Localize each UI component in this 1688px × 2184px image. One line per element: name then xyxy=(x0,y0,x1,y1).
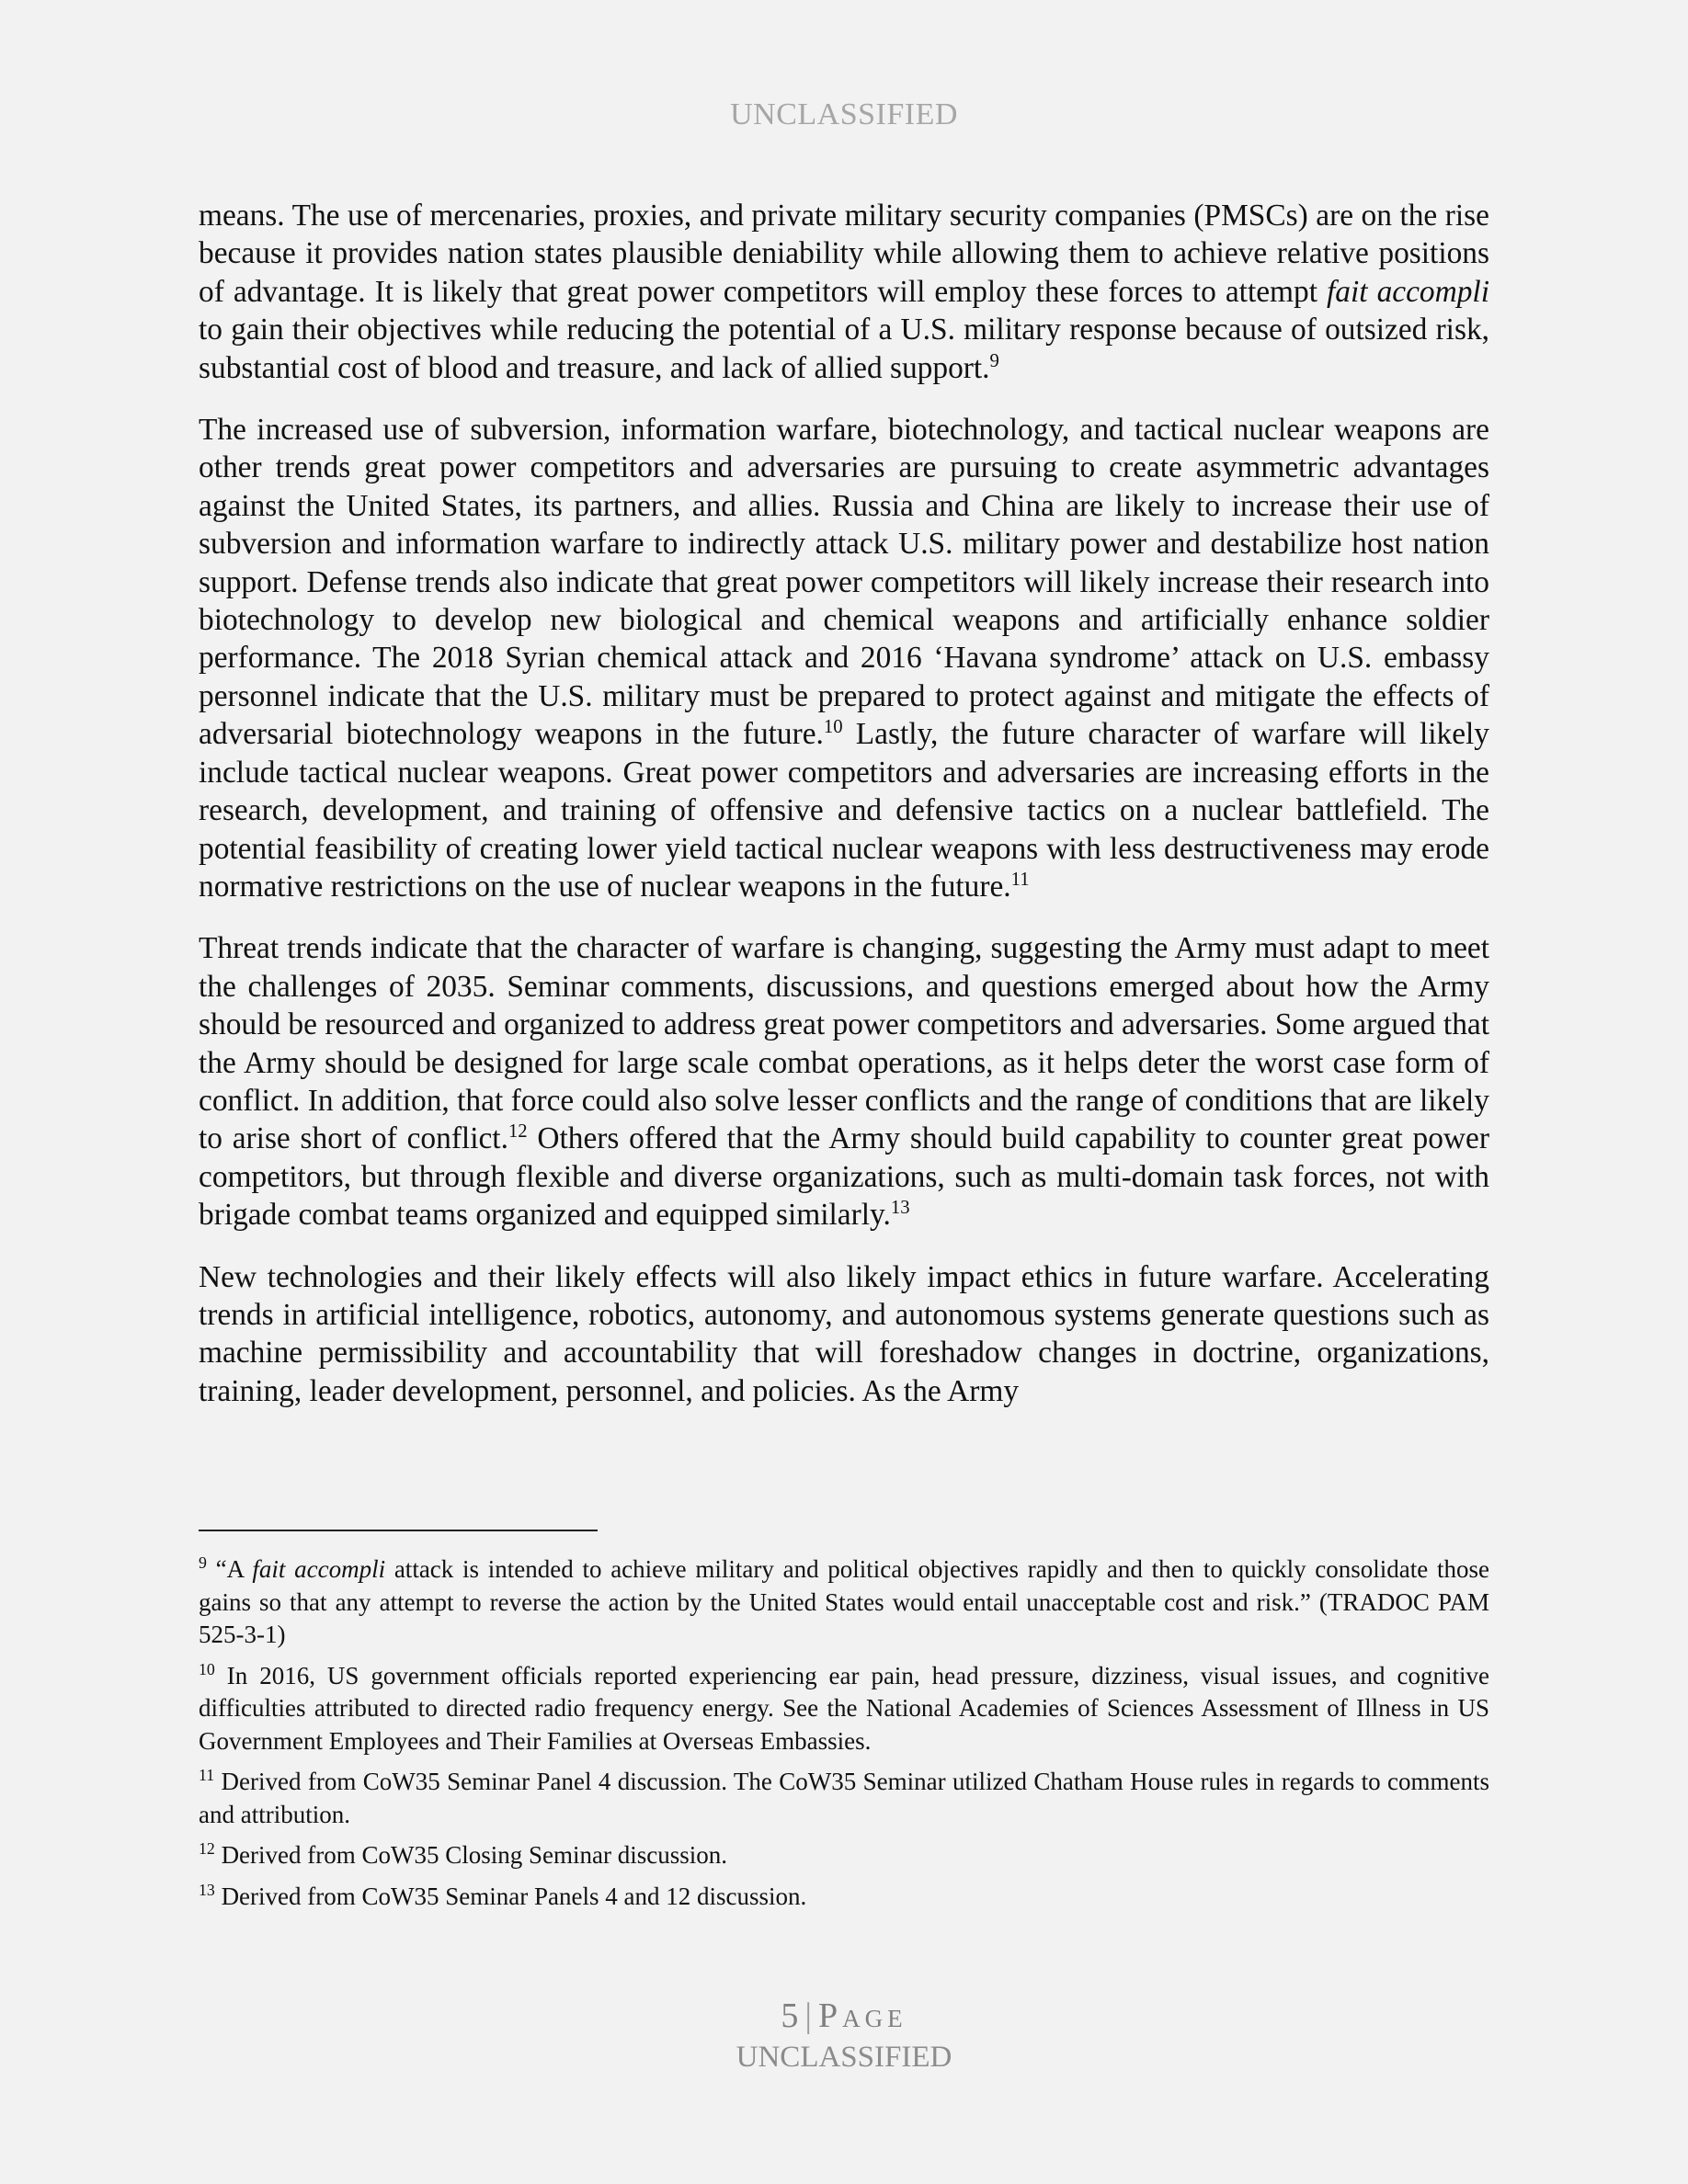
footnote-ref: 13 xyxy=(890,1198,910,1219)
text-run: means. The use of mercenaries, proxies, and private military security companies (PMSCs) are on the rise because it provides nation states plausible deniability while allowing them to achieve relative positions of advantage. It is likely that great power competitors will employ these forces to attempt xyxy=(199,199,1489,309)
footnote xyxy=(199,1660,1489,1758)
footnotes xyxy=(199,1553,1489,1921)
footnote-ref: 12 xyxy=(199,1839,215,1858)
paragraph xyxy=(199,1258,1489,1411)
paragraph xyxy=(199,411,1489,905)
text-run: New technologies and their likely effects will also likely impact ethics in future warfare. Accelerating trends in artificial intelligence, robotics, autonomy, and autonomous systems generate questions such as machine permissibility and accountability that will foreshadow changes in doctrine, organizations, training, leader development, personnel, and policies. As the Army xyxy=(199,1259,1489,1408)
text-run: Derived from CoW35 Seminar Panels 4 and 12 discussion. xyxy=(214,1882,807,1910)
italic-text: fait accompli xyxy=(1327,274,1489,309)
footnote xyxy=(199,1881,1489,1914)
footnote-ref: 11 xyxy=(1010,869,1030,890)
text-run: attack is intended to achieve military and political objectives rapidly and then to quickly consolidate those gains so that any attempt to reverse the action by the United States would entail unacceptable cost and risk.” (TRADOC PAM 525-3-1) xyxy=(199,1555,1489,1648)
header-classification: UNCLASSIFIED xyxy=(730,97,958,131)
page-number: 5 xyxy=(781,1996,800,2035)
footnote-ref: 12 xyxy=(508,1121,528,1143)
page-separator: | xyxy=(804,1996,813,2035)
text-run: The increased use of subversion, information warfare, biotechnology, and tactical nuclear weapons are other trends great power competitors and adversaries are pursuing to create asymmetric advantages against the United States, its partners, and allies. Russia and China are likely to increase their use of subversion and information warfare to indirectly attack U.S. military power and destabilize host nation support. Defense trends also indicate that great power competitors will likely increase their research into biotechnology to develop new biological and chemical weapons and artificially enhance soldier performance. The 2018 Syrian chemical attack and 2016 ‘Havana syndrome’ attack on U.S. embassy personnel indicate that the U.S. military must be prepared to protect against and mitigate the effects of adversarial biotechnology weapons in the future. xyxy=(199,413,1489,752)
text-run: In 2016, US government officials reported experiencing ear pain, head pressure, dizziness, visual issues, and cognitive difficulties attributed to directed radio frequency energy. See the National Academies of Sciences Assessment of Illness in US Government Employees and Their Families at Overseas Embassies. xyxy=(199,1661,1489,1755)
text-run: Derived from CoW35 Seminar Panel 4 discussion. The CoW35 Seminar utilized Chatham House rules in regards to comments and attribution. xyxy=(199,1768,1489,1828)
body-text xyxy=(199,197,1489,1434)
footnote-ref: 10 xyxy=(823,717,843,738)
italic-text: fait accompli xyxy=(252,1555,386,1583)
text-run: Lastly, the future character of warfare will likely include tactical nuclear weapons. Great power competitors and adversaries are increasing efforts in the research, development, and training of offensive and defensive tactics on a nuclear battlefield. The potential feasibility of creating lower yield tactical nuclear weapons with less destructiveness may erode normative restrictions on the use of nuclear weapons in the future. xyxy=(199,717,1489,904)
footnote-ref: 11 xyxy=(199,1766,215,1784)
paragraph xyxy=(199,929,1489,1234)
page-footer xyxy=(0,1995,1688,2077)
text-run: “A xyxy=(206,1555,253,1583)
footer-classification: UNCLASSIFIED xyxy=(736,2041,952,2074)
page-number-line xyxy=(0,1995,1688,2037)
text-run: Threat trends indicate that the character of warfare is changing, suggesting the Army must adapt to meet the challenges of 2035. Seminar comments, discussions, and questions emerged about how the Army should be resourced and organized to address great power competitors and adversaries. Some argued that the Army should be designed for large scale combat operations, as it helps deter the worst case form of conflict. In addition, that force could also solve lesser conflicts and the range of conditions that are likely to arise short of conflict. xyxy=(199,931,1489,1156)
page-label: Page xyxy=(817,1996,907,2035)
footnote xyxy=(199,1766,1489,1831)
footnote xyxy=(199,1839,1489,1872)
footnote-ref: 13 xyxy=(199,1880,215,1899)
footnote-divider xyxy=(199,1530,598,1531)
footnote xyxy=(199,1553,1489,1652)
paragraph xyxy=(199,197,1489,387)
text-run: Others offered that the Army should build capability to counter great power competitors, but through flexible and diverse organizations, such as multi-domain task forces, not with brigade combat teams organized and equipped similarly. xyxy=(199,1121,1489,1233)
footnote-ref: 9 xyxy=(989,350,999,371)
text-run: to gain their objectives while reducing the potential of a U.S. military response because of outsized risk, substantial cost of blood and treasure, and lack of allied support. xyxy=(199,313,1489,385)
footnote-ref: 10 xyxy=(199,1659,215,1678)
text-run: Derived from CoW35 Closing Seminar discussion. xyxy=(214,1841,728,1869)
footnote-ref: 9 xyxy=(199,1553,207,1572)
